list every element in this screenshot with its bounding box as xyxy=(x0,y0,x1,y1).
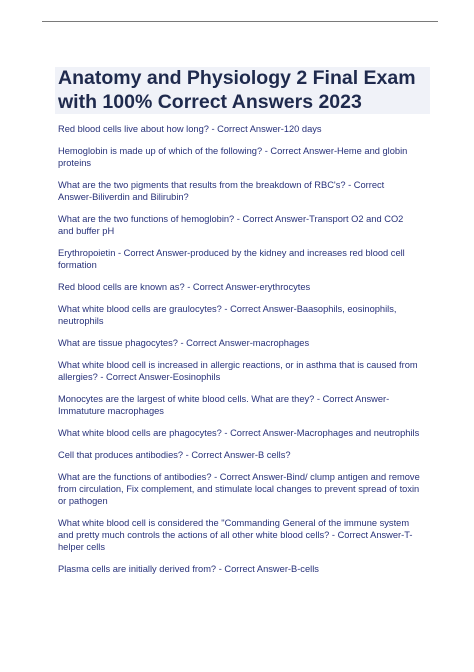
top-divider xyxy=(42,21,438,22)
qa-item: What are the two pigments that results from the breakdown of RBC's? - Correct Answer-Biliverdin and Bilirubin? xyxy=(58,180,385,202)
qa-item: What white blood cell is considered the "Commanding General of the immune system and pretty much controls the actions of all other white blood cells? - Correct Answer-T- helper cells xyxy=(58,518,413,553)
title-line-2: with 100% Correct Answers 2023 xyxy=(58,90,362,113)
qa-item: Hemoglobin is made up of which of the following? - Correct Answer-Heme and globin proteins xyxy=(58,146,408,168)
qa-item: Red blood cells live about how long? - Correct Answer-120 days xyxy=(58,124,322,134)
qa-item: What are the two functions of hemoglobin? - Correct Answer-Transport O2 and CO2 and buffer pH xyxy=(58,214,404,236)
qa-item: What are tissue phagocytes? - Correct Answer-macrophages xyxy=(58,338,310,349)
qa-item: What white blood cells are phagocytes? - Correct Answer-Macrophages and neutrophils xyxy=(58,428,420,439)
title-line-1: Anatomy and Physiology 2 Final Exam xyxy=(58,67,416,89)
qa-list xyxy=(58,124,434,586)
qa-item: What white blood cell is increased in allergic reactions, or in asthma that is caused from allergies? - Correct Answer-Eosinophils xyxy=(58,360,418,383)
qa-item: What are the functions of antibodies? - Correct Answer-Bind/ clump antigen and remove from circulation, Fix complement, and stimulate local changes to prevent spread of toxin or pathogen xyxy=(58,472,420,507)
qa-item: Cell that produces antibodies? - Correct Answer-B cells? xyxy=(58,450,291,461)
qa-item: Red blood cells are known as? - Correct Answer-erythrocytes xyxy=(58,282,311,293)
qa-item: Plasma cells are initially derived from? - Correct Answer-B-cells xyxy=(58,564,319,575)
document-title xyxy=(58,67,430,114)
qa-item: Erythropoietin - Correct Answer-produced by the kidney and increases red blood cell formation xyxy=(58,248,405,270)
qa-item: Monocytes are the largest of white blood cells. What are they? - Correct Answer- Immatuture macrophages xyxy=(58,394,390,417)
qa-item: What white blood cells are graulocytes? - Correct Answer-Baasophils, eosinophils, neutrophils xyxy=(58,304,397,327)
